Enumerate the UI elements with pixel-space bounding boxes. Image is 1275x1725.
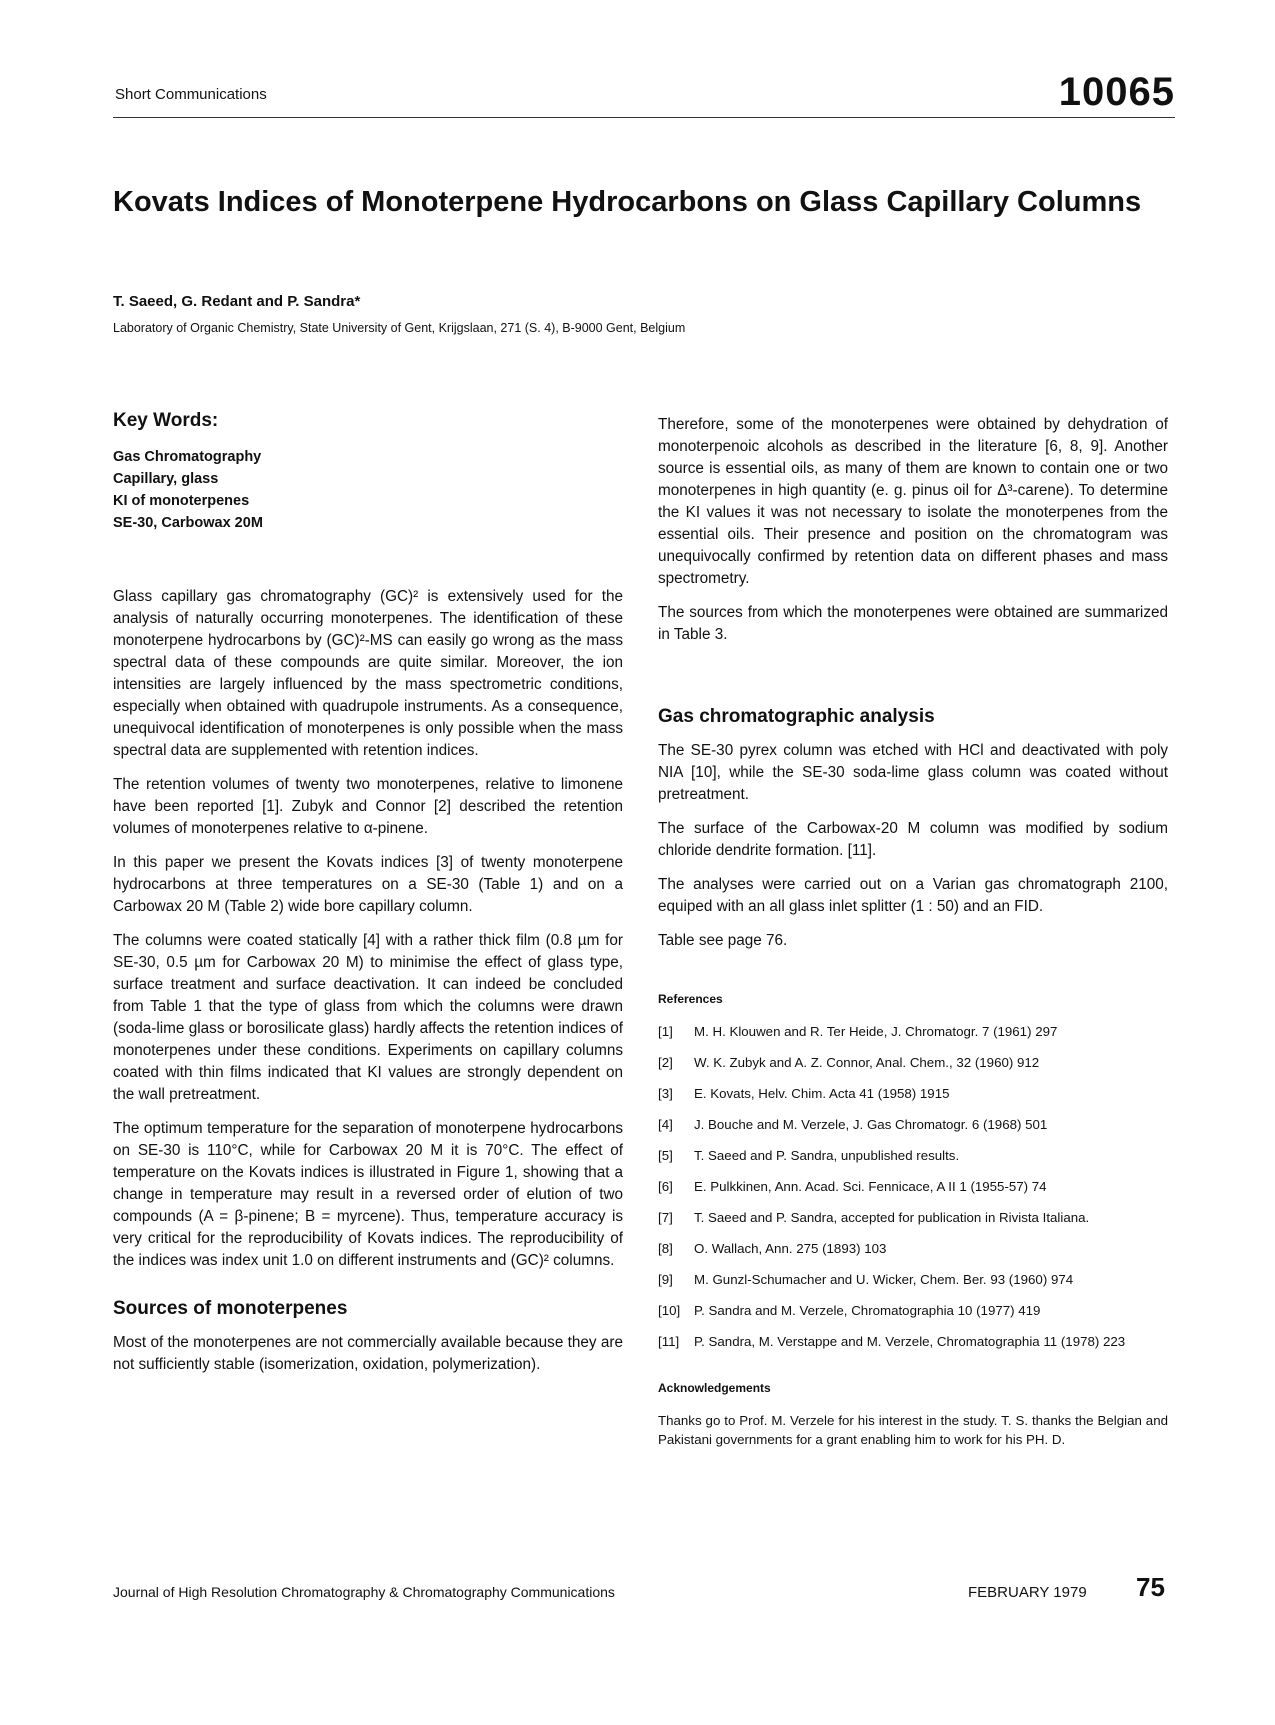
body-paragraph: The surface of the Carbowax-20 M column was modified by sodium chloride dendrite formation. [11]. <box>658 820 1168 859</box>
reference-item <box>658 1022 1168 1041</box>
acknowledgements-heading: Acknowledgements <box>658 1381 771 1395</box>
reference-text: P. Sandra and M. Verzele, Chromatographia 10 (1977) 419 <box>694 1303 1041 1318</box>
reference-number: [11] <box>658 1334 680 1349</box>
reference-text: P. Sandra, M. Verstappe and M. Verzele, Chromatographia 11 (1978) 223 <box>694 1334 1126 1349</box>
reference-item <box>658 1208 1168 1227</box>
keyword-item: Gas Chromatography <box>113 449 262 465</box>
header-rule <box>113 117 1175 118</box>
reference-text: M. H. Klouwen and R. Ter Heide, J. Chromatogr. 7 (1961) 297 <box>694 1024 1058 1039</box>
footer-journal: Journal of High Resolution Chromatography & Chromatography Communications <box>113 1584 615 1600</box>
reference-text: W. K. Zubyk and A. Z. Connor, Anal. Chem., 32 (1960) 912 <box>694 1055 1040 1070</box>
reference-number: [5] <box>658 1148 673 1163</box>
reference-number: [2] <box>658 1055 673 1070</box>
body-paragraph: The optimum temperature for the separation of monoterpene hydrocarbons on SE-30 is 110°C, while for Carbowax 20 M it is 70°C. The effect of temperature on the Kovats indices is illustrated in Figure 1, showing that a change in temperature may result in a reversed order of elution of two compounds (A = β-pinene; B = myrcene). Thus, temperature accuracy is very critical for the reproducibility of Kovats indices. The reproducibility of the indices was index unit 1.0 on different instruments and (GC)² columns. <box>113 1120 623 1269</box>
body-paragraph: Table see page 76. <box>658 932 788 949</box>
article-title: Kovats Indices of Monoterpene Hydrocarbons on Glass Capillary Columns <box>113 186 1142 218</box>
section-label: Short Communications <box>115 86 267 103</box>
keyword-item: SE-30, Carbowax 20M <box>113 515 263 531</box>
reference-text: O. Wallach, Ann. 275 (1893) 103 <box>694 1241 887 1256</box>
keyword-item: KI of monoterpenes <box>113 493 250 509</box>
keywords-heading: Key Words: <box>113 410 219 431</box>
reference-text: J. Bouche and M. Verzele, J. Gas Chromatogr. 6 (1968) 501 <box>694 1117 1048 1132</box>
references-list <box>658 1022 1168 1351</box>
analysis-heading: Gas chromatographic analysis <box>658 706 935 727</box>
reference-text: E. Kovats, Helv. Chim. Acta 41 (1958) 1915 <box>694 1086 950 1101</box>
body-paragraph: Therefore, some of the monoterpenes were obtained by dehydration of monoterpenoic alcohols as described in the literature [6, 8, 9]. Another source is essential oils, as many of them are known to contain one or two monoterpenes in high quantity (e. g. pinus oil for Δ³-carene). To determine the KI values it was not necessary to isolate the monoterpenes from the essential oils. Their presence and position on the chromatogram was unequivocally confirmed by retention data on different phases and mass spectrometry. <box>658 416 1168 587</box>
reference-item <box>658 1084 1168 1103</box>
authors: T. Saeed, G. Redant and P. Sandra* <box>113 293 361 310</box>
affiliation: Laboratory of Organic Chemistry, State University of Gent, Krijgslaan, 271 (S. 4), B-9000 Gent, Belgium <box>113 321 686 335</box>
reference-number: [10] <box>658 1303 681 1318</box>
body-paragraph: The SE-30 pyrex column was etched with HCl and deactivated with poly NIA [10], while the SE-30 soda-lime glass column was coated without pretreatment. <box>658 742 1168 803</box>
reference-number: [3] <box>658 1086 673 1101</box>
reference-item <box>658 1053 1168 1072</box>
left-column <box>113 410 623 1388</box>
keywords-list <box>113 446 623 534</box>
reference-number: [7] <box>658 1210 673 1225</box>
body-paragraph: In this paper we present the Kovats indices [3] of twenty monoterpene hydrocarbons at three temperatures on a SE-30 (Table 1) and on a Carbowax 20 M (Table 2) wide bore capillary column. <box>113 854 623 915</box>
reference-text: T. Saeed and P. Sandra, accepted for publication in Rivista Italiana. <box>694 1210 1090 1225</box>
reference-text: E. Pulkkinen, Ann. Acad. Sci. Fennicace, A II 1 (1955-57) 74 <box>694 1179 1047 1194</box>
footer-page-number: 75 <box>1136 1572 1165 1602</box>
body-paragraph: Glass capillary gas chromatography (GC)² is extensively used for the analysis of naturally occurring monoterpenes. The identification of these monoterpene hydrocarbons by (GC)²-MS can easily go wrong as the mass spectral data of these compounds are quite similar. Moreover, the ion intensities are largely influenced by the mass spectrometric conditions, especially when obtained with quadrupole instruments. As a consequence, unequivocal identification of monoterpenes is only possible when the mass spectral data are supplemented with retention indices. <box>113 588 623 759</box>
reference-item <box>658 1301 1168 1320</box>
reference-item <box>658 1270 1168 1289</box>
reference-text: M. Gunzl-Schumacher and U. Wicker, Chem. Ber. 93 (1960) 974 <box>694 1272 1074 1287</box>
right-column <box>658 414 1168 1449</box>
body-paragraph: Most of the monoterpenes are not commercially available because they are not sufficiently stable (isomerization, oxidation, polymerization). <box>113 1334 623 1373</box>
reference-item <box>658 1177 1168 1196</box>
reference-item <box>658 1115 1168 1134</box>
page-code: 10065 <box>1058 70 1175 114</box>
body-paragraph: The retention volumes of twenty two monoterpenes, relative to limonene have been reported [1]. Zubyk and Connor [2] described the retention volumes of monoterpenes relative to α-pinene. <box>113 776 623 837</box>
reference-item <box>658 1239 1168 1258</box>
body-paragraph: The sources from which the monoterpenes were obtained are summarized in Table 3. <box>658 604 1168 643</box>
footer-date: FEBRUARY 1979 <box>968 1584 1087 1601</box>
body-paragraph: The columns were coated statically [4] with a rather thick film (0.8 µm for SE-30, 0.5 µm for Carbowax 20 M) to minimise the effect of glass type, surface treatment and surface deactivation. It can indeed be concluded from Table 1 that the type of glass from which the columns were drawn (soda-lime glass or borosilicate glass) hardly affects the retention indices of monoterpenes under these conditions. Experiments on capillary columns coated with thin films indicated that KI values are strongly dependent on the wall pretreatment. <box>113 932 623 1103</box>
sources-heading: Sources of monoterpenes <box>113 1298 348 1319</box>
body-paragraph: The analyses were carried out on a Varian gas chromatograph 2100, equiped with an all glass inlet splitter (1 : 50) and an FID. <box>658 876 1168 915</box>
reference-item <box>658 1146 1168 1165</box>
reference-item <box>658 1332 1168 1351</box>
references-heading: References <box>658 992 723 1006</box>
acknowledgements-text: Thanks go to Prof. M. Verzele for his interest in the study. T. S. thanks the Belgian and Pakistani governments for a grant enabling him to work for his PH. D. <box>658 1413 1168 1447</box>
reference-text: T. Saeed and P. Sandra, unpublished results. <box>694 1148 960 1163</box>
reference-number: [6] <box>658 1179 673 1194</box>
reference-number: [8] <box>658 1241 673 1256</box>
reference-number: [1] <box>658 1024 673 1039</box>
keyword-item: Capillary, glass <box>113 471 219 487</box>
reference-number: [4] <box>658 1117 673 1132</box>
reference-number: [9] <box>658 1272 673 1287</box>
